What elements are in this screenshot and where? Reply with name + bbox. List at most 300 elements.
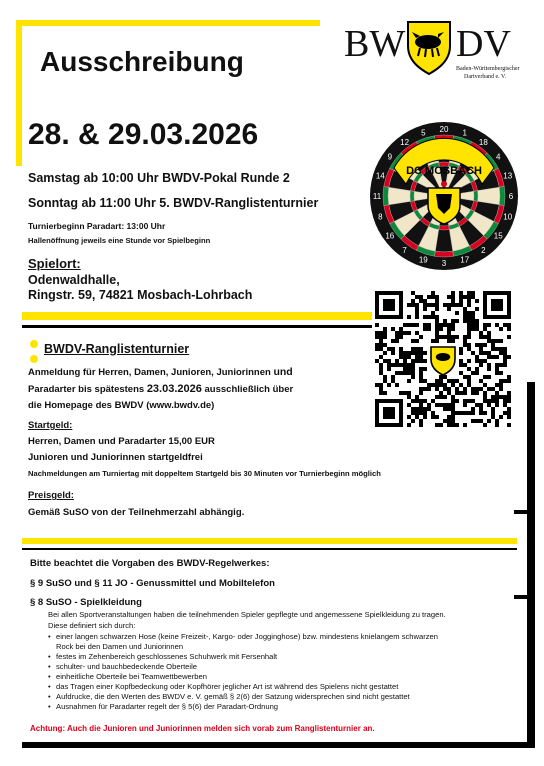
qr-cell [411,371,415,375]
qr-cell [483,395,487,399]
qr-cell [451,291,455,295]
qr-cell [415,395,419,399]
event-dates: 28. & 29.03.2026 [28,118,259,151]
qr-cell [435,423,439,427]
qr-cell [415,399,419,403]
qr-cell [415,295,419,299]
qr-cell [439,391,443,395]
qr-cell [439,375,443,379]
dartboard-number: 19 [418,255,428,265]
qr-cell [379,383,383,387]
qr-cell [455,391,459,395]
qr-cell [423,307,427,311]
qr-cell [423,303,427,307]
qr-cell [383,327,387,331]
qr-cell [451,395,455,399]
qr-cell [411,299,415,303]
qr-cell [419,423,423,427]
qr-cell [395,363,399,367]
qr-cell [435,315,439,319]
qr-cell [447,423,451,427]
qr-cell [407,351,411,355]
qr-cell [451,407,455,411]
qr-cell [463,375,467,379]
qr-cell [407,371,411,375]
qr-cell [451,319,455,323]
qr-cell [407,395,411,399]
dartboard-number: 18 [478,137,488,147]
qr-cell [395,359,399,363]
qr-cell [427,383,431,387]
qr-cell [487,335,491,339]
qr-cell [451,403,455,407]
qr-cell [467,295,471,299]
qr-cell [415,407,419,411]
qr-cell [475,359,479,363]
dartboard-segment [439,226,450,230]
qr-cell [379,387,383,391]
qr-cell [447,331,451,335]
qr-cell [495,347,499,351]
qr-cell [415,351,419,355]
qr-cell [499,371,503,375]
qr-cell [435,295,439,299]
qr-cell [427,295,431,299]
qr-cell [467,331,471,335]
qr-cell [467,315,471,319]
qr-cell [475,403,479,407]
qr-cell [443,323,447,327]
qr-cell [439,383,443,387]
qr-cell [383,407,395,419]
qr-cell [415,339,419,343]
dartboard-number: 4 [495,152,501,162]
dartboard-number: 10 [503,212,513,222]
qr-cell [419,347,423,351]
yellow-divider-2 [22,538,517,544]
qr-cell [419,299,423,303]
qr-cell [435,323,439,327]
qr-cell [403,355,407,359]
dartboard-segment [499,186,505,205]
qr-cell [467,303,471,307]
qr-cell [419,411,423,415]
qr-cell [487,403,491,407]
qr-cell [435,307,439,311]
qr-cell [411,363,415,367]
dartboard-number: 7 [402,246,407,256]
qr-cell [463,363,467,367]
qr-cell [447,295,451,299]
qr-cell [403,323,407,327]
qr-cell [459,299,463,303]
qr-cell [467,323,471,327]
qr-cell [463,339,467,343]
qr-cell [403,359,407,363]
qr-cell [415,415,419,419]
qr-cell [383,375,387,379]
qr-cell [391,339,395,343]
list-item: • das Tragen einer Kopfbedeckung oder Kopfhörer jeglicher Art ist während des Spielens nicht gestattet [48,682,518,692]
qr-cell [467,379,471,383]
qr-cell [383,359,387,363]
logo-shield-icon [406,20,452,76]
qr-cell [403,371,407,375]
qr-cell [479,419,483,423]
qr-cell [483,399,487,403]
dartboard-number: 6 [508,192,514,201]
qr-cell [415,331,419,335]
qr-cell [475,387,479,391]
qr-cell [503,359,507,363]
qr-cell [499,351,503,355]
qr-cell [463,391,467,395]
qr-cell [411,303,415,307]
qr-cell [379,331,383,335]
dartboard-segment [434,251,453,257]
qr-cell [407,331,411,335]
qr-cell [495,403,499,407]
list-item: • einheitliche Oberteile bei Teamwettbewerben [48,672,518,682]
qr-cell [491,407,495,411]
qr-cell [411,339,415,343]
qr-cell [455,423,459,427]
qr-cell [499,363,503,367]
qr-cell [483,351,487,355]
qr-cell [471,291,475,295]
dartboard-segment [474,191,478,202]
qr-cell [379,347,383,351]
qr-cell [507,395,511,399]
qr-cell [487,339,491,343]
qr-cell [375,359,379,363]
logo-subtitle-1: Baden-Württembergischer [456,66,520,72]
qr-cell [471,323,475,327]
qr-cell [435,339,439,343]
dartboard-number: 1 [462,128,467,138]
qr-cell [423,315,427,319]
qr-cell [491,339,495,343]
qr-cell [395,383,399,387]
qr-cell [479,343,483,347]
qr-cell [395,339,399,343]
qr-cell [507,327,511,331]
qr-cell [487,375,491,379]
qr-cell [455,311,459,315]
qr-cell [407,303,411,307]
qr-cell [427,323,431,327]
qr-cell [479,387,483,391]
qr-cell [459,295,463,299]
qr-cell [471,351,475,355]
qr-cell [447,335,451,339]
qr-cell [435,335,439,339]
qr-cell [423,359,427,363]
qr-cell [407,363,411,367]
rule-s9: § 9 SuSO und § 11 JO - Genussmittel und Mobiltelefon [30,578,275,589]
qr-cell [487,399,491,403]
qr-cell [483,327,487,331]
qr-cell [479,379,483,383]
qr-cell [423,415,427,419]
qr-cell [495,399,499,403]
qr-cell [431,291,435,295]
qr-cell [467,375,471,379]
qr-cell [375,347,379,351]
yellow-divider-1 [22,312,372,320]
qr-cell [407,355,411,359]
qr-cell [423,323,427,327]
qr-cell [443,319,447,323]
qr-cell [455,303,459,307]
qr-cell [447,387,451,391]
qr-cell [395,331,399,335]
qr-cell [375,383,379,387]
qr-cell [375,323,379,327]
prize-heading: Preisgeld: [28,490,74,501]
qr-cell [411,419,415,423]
qr-cell [487,387,491,391]
dresscode-intro: Bei allen Sportveranstaltungen haben die teilnehmenden Spieler gepflegte und angemessene Spielkleidung zu tragen. [48,610,446,619]
qr-cell [447,407,451,411]
qr-cell [483,411,487,415]
qr-cell [451,419,455,423]
qr-cell [419,295,423,299]
qr-cell [423,351,427,355]
qr-cell [475,371,479,375]
qr-cell [459,303,463,307]
qr-cell [415,311,419,315]
qr-cell [427,303,431,307]
qr-cell [475,323,479,327]
qr-cell [503,379,507,383]
qr-cell [431,399,435,403]
qr-cell [419,399,423,403]
qr-cell [419,403,423,407]
qr-cell [503,355,507,359]
qr-cell [419,375,423,379]
qr-cell [431,339,435,343]
qr-cell [435,415,439,419]
qr-cell [487,419,491,423]
black-step-1 [514,510,527,514]
qr-cell [447,307,451,311]
qr-cell [439,327,443,331]
qr-cell [503,403,507,407]
qr-cell [479,335,483,339]
qr-cell [435,299,439,303]
qr-cell [399,327,403,331]
qr-cell [451,379,455,383]
qr-cell [407,367,411,371]
qr-cell [411,359,415,363]
qr-cell [439,335,443,339]
venue-heading: Spielort: [28,256,81,271]
qr-cell [451,335,455,339]
qr-cell [499,387,503,391]
prize-line: Gemäß SuSO von der Teilnehmerzahl abhängig. [28,507,245,518]
qr-cell [459,363,463,367]
list-item: • festes im Zehenbereich geschlossenes Schuhwerk mit Fersenhalt [48,652,518,662]
qr-cell [383,343,387,347]
qr-cell [455,411,459,415]
qr-cell [503,351,507,355]
qr-cell [443,407,447,411]
qr-cell [379,367,383,371]
qr-cell [455,379,459,383]
qr-cell [499,327,503,331]
qr-cell [479,403,483,407]
qr-cell [423,327,427,331]
qr-cell [403,331,407,335]
qr-cell [379,343,383,347]
registration-line-b: Paradarter bis spätestens [28,384,145,395]
registration-line-c: ausschließlich über [204,384,294,395]
qr-cell [491,343,495,347]
qr-cell [463,399,467,403]
qr-cell [415,303,419,307]
qr-cell [499,415,503,419]
qr-cell [463,307,467,311]
qr-cell [467,327,471,331]
qr-cell [475,419,479,423]
qr-cell [411,375,415,379]
sunday-event: Sonntag ab 11:00 Uhr 5. BWDV-Ranglistenturnier [28,196,319,210]
qr-cell [411,291,415,295]
qr-cell [507,423,511,427]
qr-cell [459,347,463,351]
qr-cell [467,335,471,339]
list-item-text: einer langen schwarzen Hose (keine Freizeit-, Kargo- oder Jogginghose) bzw. mindestens knielangem schwarzen [56,632,438,641]
qr-cell [479,331,483,335]
qr-cell [507,399,511,403]
qr-cell [479,351,483,355]
venue-address: Ringstr. 59, 74821 Mosbach-Lohrbach [28,288,253,302]
qr-cell [383,351,387,355]
qr-cell [451,411,455,415]
qr-cell [467,347,471,351]
qr-cell [459,371,463,375]
qr-cell [463,315,467,319]
qr-code-icon[interactable] [375,291,511,427]
qr-cell [467,399,471,403]
qr-cell [447,327,451,331]
list-item: • Aufdrucke, die den Werten des BWDV e. V. gemäß § 2(6) der Satzung widersprechen sind nicht gestattet [48,692,518,702]
qr-cell [415,355,419,359]
qr-cell [431,295,435,299]
qr-cell [447,391,451,395]
qr-cell [379,371,383,375]
logo-text-bw: BW [344,23,406,65]
qr-cell [443,383,447,387]
qr-cell [443,335,447,339]
qr-cell [459,391,463,395]
qr-cell [435,303,439,307]
qr-cell [471,371,475,375]
qr-cell [435,383,439,387]
qr-cell [487,363,491,367]
qr-cell [503,399,507,403]
qr-cell [459,351,463,355]
qr-cell [471,295,475,299]
qr-cell [479,359,483,363]
qr-cell [471,319,475,323]
qr-cell [483,423,487,427]
qr-cell [423,411,427,415]
qr-cell [379,339,383,343]
saturday-event: Samstag ab 10:00 Uhr BWDV-Pokal Runde 2 [28,171,290,185]
qr-cell [467,411,471,415]
qr-cell [499,379,503,383]
qr-cell [455,319,459,323]
qr-cell [419,355,423,359]
qr-cell [491,347,495,351]
qr-cell [475,299,479,303]
dartboard-number: 12 [400,137,410,147]
qr-cell [495,383,499,387]
qr-cell [427,327,431,331]
qr-cell [471,399,475,403]
qr-cell [451,423,455,427]
fees-line-1: Herren, Damen und Paradarter 15,00 EUR [28,436,215,447]
qr-cell [411,323,415,327]
rule-s8: § 8 SuSO - Spielkleidung [30,597,142,608]
qr-cell [451,415,455,419]
fees-line-2: Junioren und Juniorinnen startgeldfrei [28,452,203,463]
registration-line-a: Anmeldung für Herren, Damen, Junioren, Juniorinnen [28,367,271,378]
qr-cell [391,327,395,331]
qr-cell [447,323,451,327]
dartboard-number: 2 [481,246,486,256]
qr-cell [411,411,415,415]
qr-cell [419,351,423,355]
qr-cell [483,343,487,347]
qr-cell [467,319,471,323]
qr-cell [483,335,487,339]
qr-cell [415,411,419,415]
qr-cell [379,335,383,339]
qr-cell [495,339,499,343]
qr-cell [451,339,455,343]
qr-cell [395,371,399,375]
black-step-2 [514,595,527,599]
qr-cell [391,347,395,351]
qr-cell [467,299,471,303]
qr-cell [439,423,443,427]
qr-cell [491,411,495,415]
qr-cell [419,335,423,339]
qr-cell [423,367,427,371]
qr-cell [387,347,391,351]
qr-cell [459,291,463,295]
fees-heading: Startgeld: [28,420,73,431]
qr-cell [423,379,427,383]
late-registration: Nachmeldungen am Turniertag mit doppeltem Startgeld bis 30 Minuten vor Turnierbeginn möglich [28,469,381,478]
qr-cell [503,323,507,327]
qr-cell [491,415,495,419]
qr-cell [467,291,471,295]
qr-cell [415,347,419,351]
qr-cell [419,367,423,371]
qr-cell [427,403,431,407]
qr-cell [495,323,499,327]
qr-cell [507,335,511,339]
qr-cell [475,355,479,359]
dartboard-number: 16 [385,231,395,241]
dartboard-number: 20 [439,125,449,134]
qr-cell [419,359,423,363]
qr-cell [479,411,483,415]
